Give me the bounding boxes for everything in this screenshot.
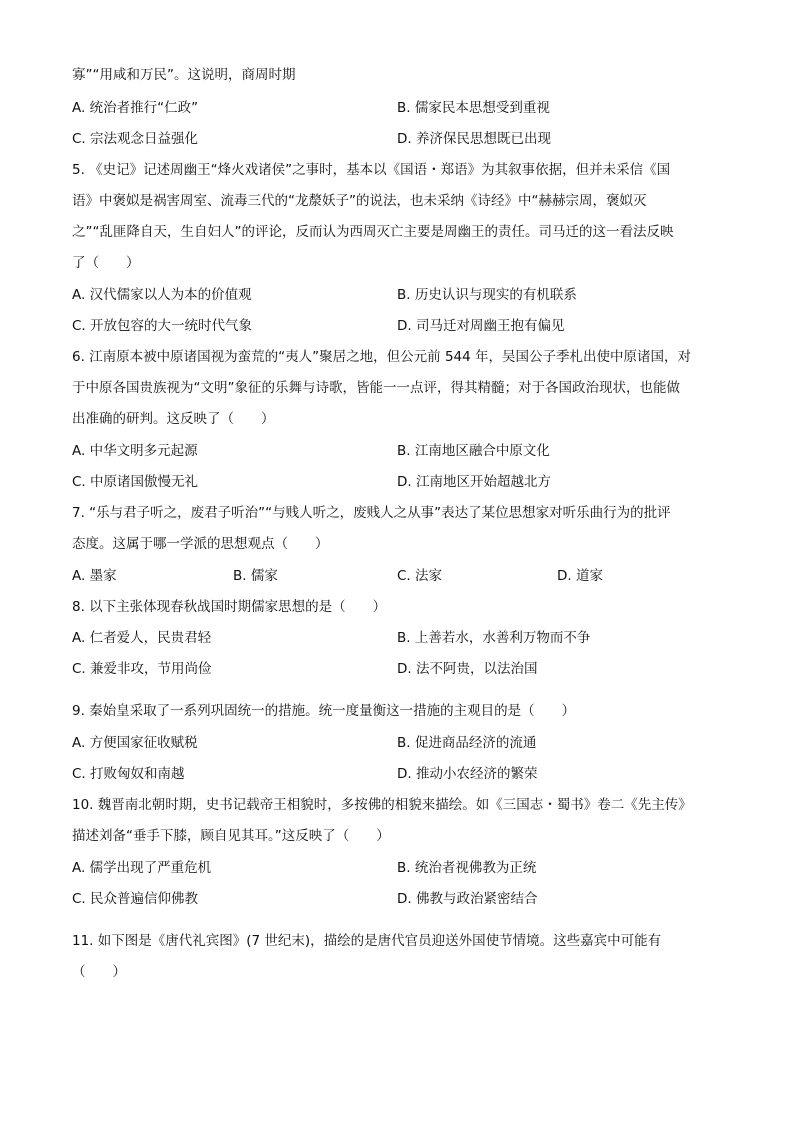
- q8-option-d: D. 法不阿贵，以法治国: [397, 661, 538, 677]
- q7-option-b: B. 儒家: [233, 568, 278, 584]
- q8-option-b: B. 上善若水，水善利万物而不争: [397, 630, 591, 646]
- q8-stem-line: 8. 以下主张体现春秋战国时期儒家思想的是（ ）: [72, 599, 387, 615]
- q6-stem-line: 出准确的研判。这反映了（ ）: [72, 411, 275, 427]
- q4-option-d: D. 养济保民思想既已出现: [397, 131, 551, 147]
- q6-option-d: D. 江南地区开始超越北方: [397, 474, 551, 490]
- q9-option-a: A. 方便国家征收赋税: [72, 735, 198, 751]
- q7-stem-line: 态度。这属于哪一学派的思想观点（ ）: [72, 536, 329, 552]
- q7-option-c: C. 法家: [397, 568, 443, 584]
- q6-stem-line: 于中原各国贵族视为“文明”象征的乐舞与诗歌，皆能一一点评，得其精髓；对于各国政治现状，也能做: [72, 380, 680, 396]
- q9-stem-line: 9. 秦始皇采取了一系列巩固统一的措施。统一度量衡这一措施的主观目的是（ ）: [72, 703, 576, 719]
- q9-option-b: B. 促进商品经济的流通: [397, 735, 537, 751]
- q4-option-c: C. 宗法观念日益强化: [72, 131, 199, 147]
- q10-option-d: D. 佛教与政治紧密结合: [397, 891, 538, 907]
- q10-option-a: A. 儒学出现了严重危机: [72, 860, 212, 876]
- q5-option-c: C. 开放包容的大一统时代气象: [72, 318, 253, 334]
- q8-option-a: A. 仁者爱人，民贵君轻: [72, 630, 212, 646]
- q4-option-a: A. 统治者推行“仁政”: [72, 100, 199, 116]
- q6-option-a: A. 中华文明多元起源: [72, 443, 198, 459]
- q6-option-b: B. 江南地区融合中原文化: [397, 443, 550, 459]
- q9-option-c: C. 打败匈奴和南越: [72, 766, 185, 782]
- q6-stem-line: 6. 江南原本被中原诸国视为蛮荒的“夷人”聚居之地，但公元前 544 年，吴国公子季札出使中原诸国，对: [72, 349, 692, 365]
- q5-option-a: A. 汉代儒家以人为本的价值观: [72, 287, 252, 303]
- q7-option-d: D. 道家: [557, 568, 603, 584]
- q9-option-d: D. 推动小农经济的繁荣: [397, 766, 538, 782]
- q7-option-a: A. 墨家: [72, 568, 117, 584]
- q5-stem-line: 5. 《史记》记述周幽王“烽火戏诸侯”之事时，基本以《国语・郑语》为其叙事依据，但并未采信《国: [72, 162, 671, 178]
- q5-option-b: B. 历史认识与现实的有机联系: [397, 287, 577, 303]
- q10-option-c: C. 民众普遍信仰佛教: [72, 891, 199, 907]
- q5-stem-line: 语》中褒姒是祸害周室、流毒三代的“龙漦妖子”的说法，也未采纳《诗经》中“赫赫宗周，褒姒灭: [72, 193, 647, 209]
- q7-stem-line: 7. “乐与君子听之，废君子听治”“与贱人听之，废贱人之从事”表达了某位思想家对听乐曲行为的批评: [72, 505, 671, 521]
- q4-stem-tail: 寡”“用咸和万民”。这说明，商周时期: [72, 67, 296, 83]
- q10-stem-line: 10. 魏晋南北朝时期，史书记载帝王相貌时，多按佛的相貌来描绘。如《三国志・蜀书》卷二《先主传》: [72, 797, 692, 813]
- q11-stem-line: 11. 如下图是《唐代礼宾图》(7 世纪末)，描绘的是唐代官员迎送外国使节情境。这些嘉宾中可能有: [72, 933, 662, 949]
- q5-option-d: D. 司马迁对周幽王抱有偏见: [397, 318, 565, 334]
- q10-option-b: B. 统治者视佛教为正统: [397, 860, 537, 876]
- q4-option-b: B. 儒家民本思想受到重视: [397, 100, 550, 116]
- q10-stem-line: 描述刘备“垂手下膝，顾自见其耳。”这反映了（ ）: [72, 828, 390, 844]
- q11-stem-line: （ ）: [72, 964, 126, 980]
- q5-stem-line: 之”“乱匪降自天，生自妇人”的评论，反而认为西周灭亡主要是周幽王的责任。司马迁的这一看法反映: [72, 224, 674, 240]
- q5-stem-line: 了（ ）: [72, 255, 140, 271]
- q6-option-c: C. 中原诸国傲慢无礼: [72, 474, 199, 490]
- q8-option-c: C. 兼爱非攻，节用尚俭: [72, 661, 212, 677]
